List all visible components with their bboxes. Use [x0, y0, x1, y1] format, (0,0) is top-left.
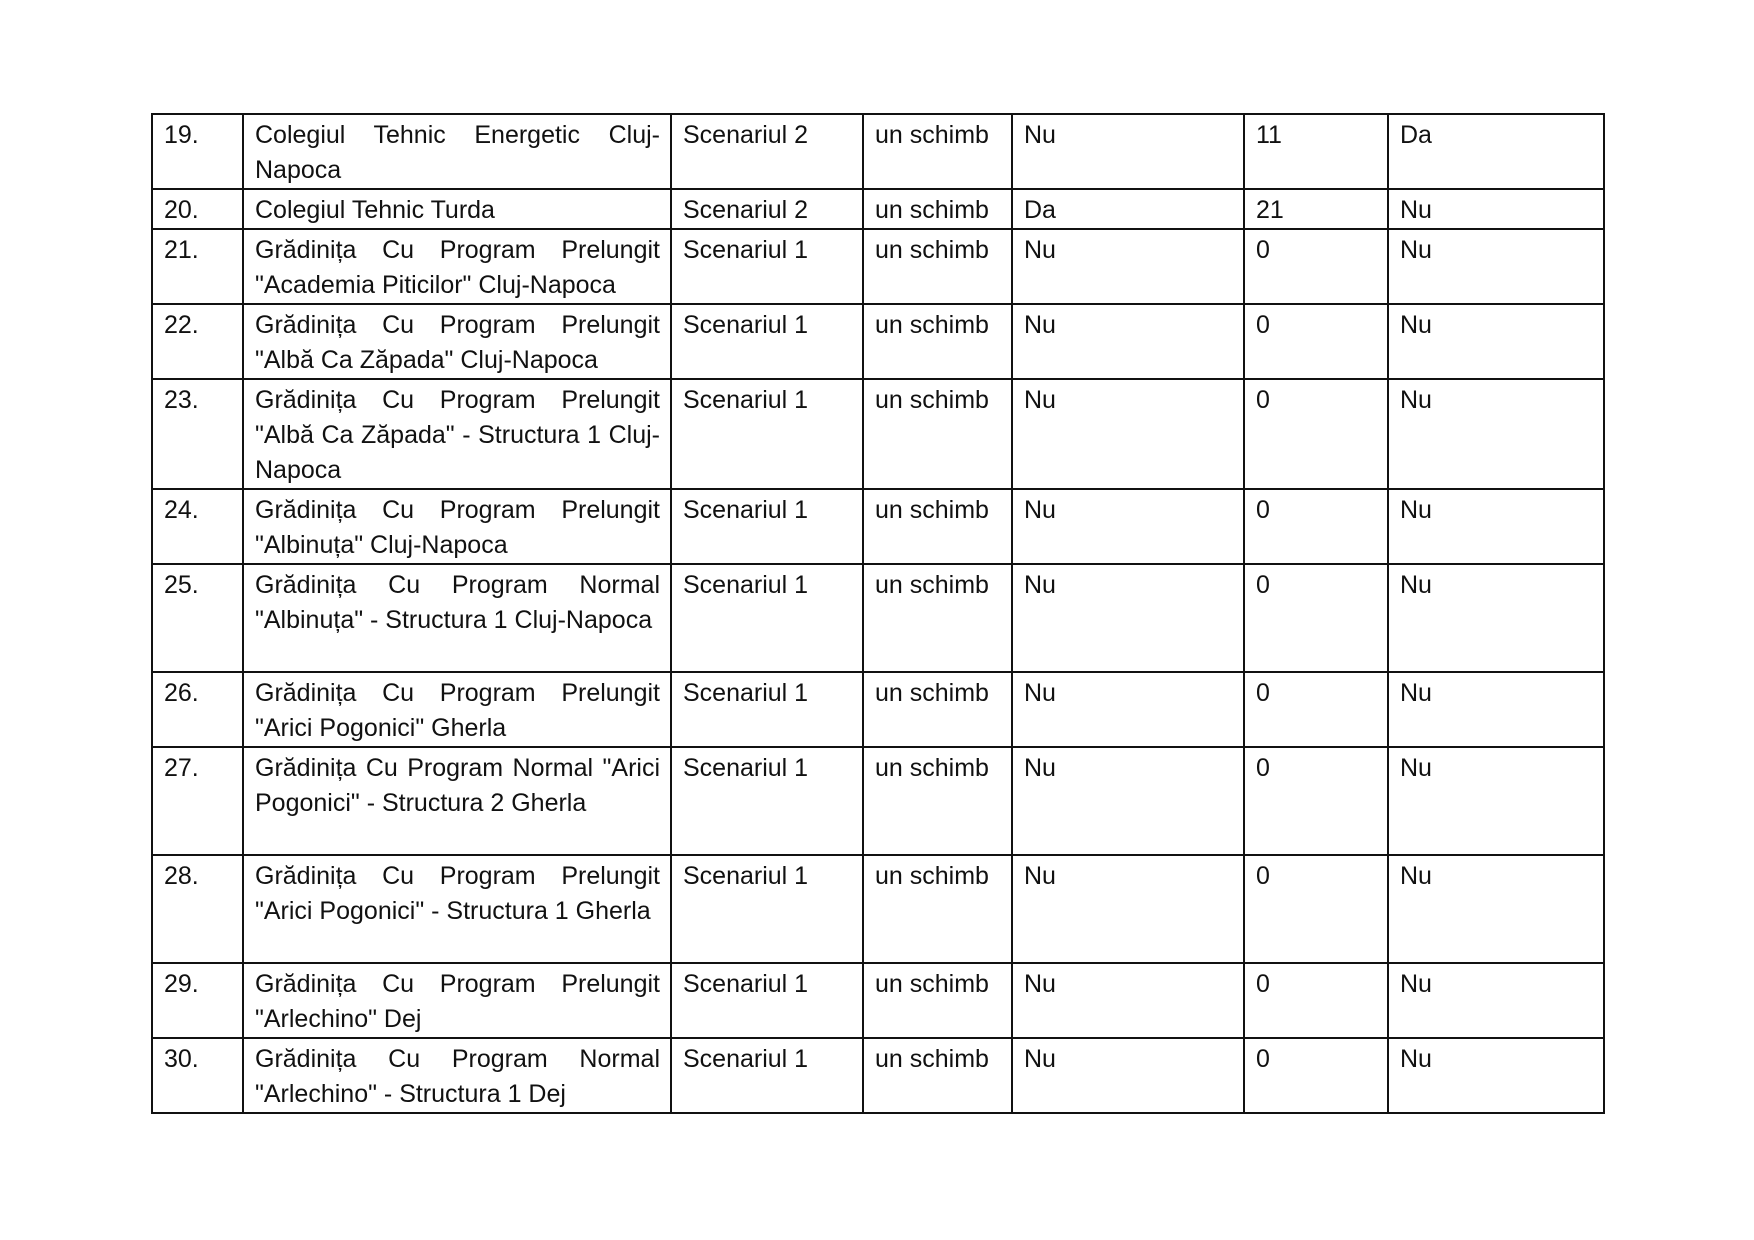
yes-no-cell-1: Nu [1012, 379, 1244, 489]
table-row [152, 114, 1604, 189]
table-row [152, 672, 1604, 747]
yes-no-cell-2: Nu [1388, 564, 1604, 672]
count-cell: 0 [1244, 564, 1388, 672]
scenario-cell: Scenariul 1 [671, 963, 863, 1038]
shift-cell: un schimb [863, 855, 1012, 963]
institution-name-cell: Colegiul Tehnic Turda [243, 189, 671, 229]
yes-no-cell-1: Nu [1012, 304, 1244, 379]
count-cell: 0 [1244, 229, 1388, 304]
count-cell: 0 [1244, 304, 1388, 379]
institution-name-cell: Colegiul Tehnic Energetic Cluj-Napoca [243, 114, 671, 189]
yes-no-cell-1: Nu [1012, 672, 1244, 747]
row-number-cell: 21. [152, 229, 243, 304]
row-number-cell: 23. [152, 379, 243, 489]
scenario-cell: Scenariul 1 [671, 1038, 863, 1113]
yes-no-cell-1: Nu [1012, 1038, 1244, 1113]
institution-name-cell: Grădinița Cu Program Prelungit "Academia Piticilor" Cluj-Napoca [243, 229, 671, 304]
shift-cell: un schimb [863, 229, 1012, 304]
institution-name-cell: Grădinița Cu Program Prelungit "Arici Pogonici" Gherla [243, 672, 671, 747]
shift-cell: un schimb [863, 747, 1012, 855]
row-number-cell: 26. [152, 672, 243, 747]
count-cell: 0 [1244, 489, 1388, 564]
yes-no-cell-1: Nu [1012, 114, 1244, 189]
count-cell: 11 [1244, 114, 1388, 189]
table-row [152, 489, 1604, 564]
yes-no-cell-2: Nu [1388, 963, 1604, 1038]
table-row [152, 855, 1604, 963]
yes-no-cell-2: Nu [1388, 747, 1604, 855]
yes-no-cell-1: Nu [1012, 963, 1244, 1038]
scenario-cell: Scenariul 1 [671, 672, 863, 747]
shift-cell: un schimb [863, 672, 1012, 747]
count-cell: 0 [1244, 379, 1388, 489]
yes-no-cell-1: Nu [1012, 564, 1244, 672]
scenario-cell: Scenariul 1 [671, 489, 863, 564]
shift-cell: un schimb [863, 963, 1012, 1038]
row-number-cell: 25. [152, 564, 243, 672]
scenario-cell: Scenariul 1 [671, 379, 863, 489]
institution-name-cell: Grădinița Cu Program Prelungit "Arici Pogonici" - Structura 1 Gherla [243, 855, 671, 963]
count-cell: 0 [1244, 963, 1388, 1038]
table-row [152, 189, 1604, 229]
scenario-cell: Scenariul 1 [671, 229, 863, 304]
row-number-cell: 22. [152, 304, 243, 379]
table-row [152, 747, 1604, 855]
row-number-cell: 28. [152, 855, 243, 963]
count-cell: 0 [1244, 672, 1388, 747]
institution-name-cell: Grădinița Cu Program Normal "Albinuța" - Structura 1 Cluj-Napoca [243, 564, 671, 672]
scenario-cell: Scenariul 1 [671, 564, 863, 672]
shift-cell: un schimb [863, 114, 1012, 189]
shift-cell: un schimb [863, 564, 1012, 672]
institution-name-cell: Grădinița Cu Program Prelungit "Albă Ca Zăpada" Cluj-Napoca [243, 304, 671, 379]
count-cell: 21 [1244, 189, 1388, 229]
yes-no-cell-2: Nu [1388, 1038, 1604, 1113]
row-number-cell: 27. [152, 747, 243, 855]
table-row [152, 379, 1604, 489]
institution-name-cell: Grădinița Cu Program Normal "Arici Pogonici" - Structura 2 Gherla [243, 747, 671, 855]
table-row [152, 564, 1604, 672]
yes-no-cell-1: Da [1012, 189, 1244, 229]
yes-no-cell-2: Nu [1388, 855, 1604, 963]
row-number-cell: 29. [152, 963, 243, 1038]
row-number-cell: 24. [152, 489, 243, 564]
institution-name-cell: Grădinița Cu Program Prelungit "Albinuța" Cluj-Napoca [243, 489, 671, 564]
table-row [152, 963, 1604, 1038]
yes-no-cell-2: Nu [1388, 189, 1604, 229]
table-row [152, 1038, 1604, 1113]
yes-no-cell-2: Nu [1388, 304, 1604, 379]
institution-name-cell: Grădinița Cu Program Prelungit "Arlechino" Dej [243, 963, 671, 1038]
shift-cell: un schimb [863, 379, 1012, 489]
institution-name-cell: Grădinița Cu Program Prelungit "Albă Ca Zăpada" - Structura 1 Cluj-Napoca [243, 379, 671, 489]
table-row [152, 229, 1604, 304]
scenario-cell: Scenariul 2 [671, 189, 863, 229]
yes-no-cell-2: Nu [1388, 489, 1604, 564]
yes-no-cell-1: Nu [1012, 855, 1244, 963]
yes-no-cell-1: Nu [1012, 489, 1244, 564]
scenario-cell: Scenariul 2 [671, 114, 863, 189]
count-cell: 0 [1244, 1038, 1388, 1113]
count-cell: 0 [1244, 855, 1388, 963]
yes-no-cell-1: Nu [1012, 229, 1244, 304]
count-cell: 0 [1244, 747, 1388, 855]
scenario-cell: Scenariul 1 [671, 855, 863, 963]
scenario-cell: Scenariul 1 [671, 304, 863, 379]
shift-cell: un schimb [863, 1038, 1012, 1113]
shift-cell: un schimb [863, 304, 1012, 379]
yes-no-cell-2: Da [1388, 114, 1604, 189]
row-number-cell: 20. [152, 189, 243, 229]
table-body [152, 114, 1604, 1113]
table-row [152, 304, 1604, 379]
yes-no-cell-2: Nu [1388, 229, 1604, 304]
shift-cell: un schimb [863, 489, 1012, 564]
yes-no-cell-2: Nu [1388, 379, 1604, 489]
schools-table [151, 113, 1605, 1114]
shift-cell: un schimb [863, 189, 1012, 229]
row-number-cell: 19. [152, 114, 243, 189]
yes-no-cell-1: Nu [1012, 747, 1244, 855]
scenario-cell: Scenariul 1 [671, 747, 863, 855]
yes-no-cell-2: Nu [1388, 672, 1604, 747]
row-number-cell: 30. [152, 1038, 243, 1113]
institution-name-cell: Grădinița Cu Program Normal "Arlechino" - Structura 1 Dej [243, 1038, 671, 1113]
